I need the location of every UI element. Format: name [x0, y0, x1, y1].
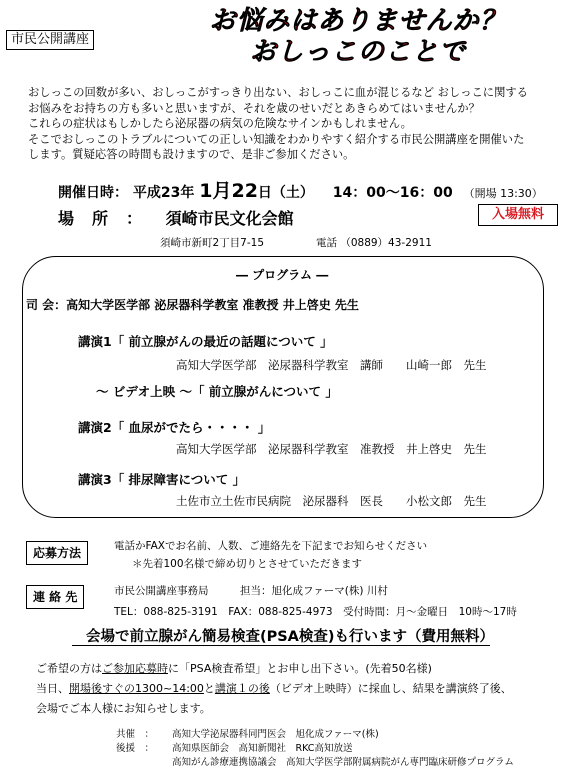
contact-tel-fax: TEL：088-825-3191 FAX：088-825-4973 受付時間：月～金曜日 10時～17時: [114, 606, 517, 618]
venue-address: 須崎市新町2丁目7-15: [160, 237, 265, 249]
apply-line-1: 電話かFAXでお名前、人数、ご連絡先を下記までお知らせください: [114, 540, 428, 552]
intro-line: これらの症状はもしかしたら泌尿器の病気の危険なサインかもしれません。: [28, 117, 412, 130]
underlined-text: 講演１の後: [214, 682, 270, 695]
lecture-1-title: 講演1「 前立腺がんの最近の話題について 」: [78, 334, 333, 349]
intro-line: します。質疑応答の時間も設けますので、是非ご参加ください。: [28, 148, 355, 161]
text-span: と: [203, 682, 215, 695]
contact-office: 市民公開講座事務局 担当：旭化成ファーマ(株) 川村: [114, 585, 388, 597]
lecture-2-speaker: 高知大学医学部 泌尿器科学教室 准教授 井上啓史 先生: [176, 442, 487, 456]
intro-line: おしっこの回数が多い、おしっこがすっきり出ない、おしっこに血が混じるなど おしっこに関する: [28, 86, 528, 99]
psa-exam-line-3: 会場でご本人様にお知らせします。: [36, 702, 211, 715]
month: 1月: [199, 180, 232, 202]
psa-exam-line-1: [36, 660, 432, 676]
apply-line-2: ＊先着100名様で締め切りとさせていただきます: [132, 558, 363, 570]
intro-line: お悩みをお持ちの方も多いと思いますが、それを歳のせいだとあきらめてはいませんか？: [28, 101, 480, 115]
support-label: 後援 ：: [116, 743, 155, 754]
program-heading: ― プログラム ―: [236, 268, 329, 282]
weekday: 日（土）: [257, 185, 314, 201]
intro-text: [28, 85, 558, 163]
psa-exam-line-2: [36, 680, 512, 696]
venue-phone: 電話 （0889）43-2911: [316, 237, 432, 249]
admission-free-badge: 入場無料: [478, 204, 558, 226]
lecture-3-speaker: 土佐市立土佐市民病院 泌尿器科 医長 小松文郎 先生: [176, 494, 487, 508]
host-organizations: 高知大学泌尿器科同門医会 旭化成ファーマ(株): [172, 729, 379, 740]
doors-open: （開場 13:30）: [463, 187, 543, 200]
headline-line-1: お悩みはありませんか？: [209, 6, 507, 36]
host-label: 共催 ：: [116, 729, 155, 740]
headline-line-2: おしっこのことで: [249, 37, 466, 67]
text-span: ご希望の方は: [36, 662, 102, 675]
venue-line: [58, 206, 294, 229]
video-screening: ～ ビデオ上映 ～「 前立腺がんについて 」: [96, 384, 338, 399]
era-year: 平成23年: [132, 185, 195, 201]
text-span: に「PSA検査希望」とお申し出下さい。(先着50名様): [168, 662, 432, 675]
lecture-1-speaker: 高知大学医学部 泌尿器科学教室 講師 山崎一郎 先生: [176, 358, 487, 372]
support-organizations-2: 高知がん診療連携協議会 高知大学医学部附属病院がん専門臨床研修プログラム: [172, 757, 514, 768]
event-time: 14：00～16：00: [332, 185, 453, 201]
event-datetime: [58, 176, 543, 203]
psa-exam-title: 会場で前立腺がん簡易検査(PSA検査)も行います（費用無料）: [85, 629, 495, 645]
text-span: 当日、: [36, 682, 69, 695]
venue-label: 場所：: [58, 209, 161, 228]
lecture-2-title: 講演2「 血尿がでたら・・・・ 」: [78, 420, 271, 435]
series-title: 市民公開講座: [6, 30, 94, 50]
apply-label: 応募方法: [26, 541, 88, 565]
psa-exam-underline: [72, 645, 490, 646]
text-span: （ビデオ上映時）に採血し、結果を講演終了後、: [269, 682, 512, 695]
day: 22: [231, 180, 258, 202]
support-organizations-1: 高知県医師会 高知新聞社 RKC高知放送: [172, 743, 353, 754]
lecture-3-title: 講演3「 排尿障害について 」: [78, 472, 246, 487]
venue-name: 須崎市民文化会館: [165, 209, 294, 228]
intro-line: そこでおしっこのトラブルについての正しい知識をわかりやすく紹介する市民公開講座を開催いた: [28, 132, 525, 146]
underlined-text: 開場後すぐの1300~14:00: [69, 682, 204, 695]
moderator: 司 会：高知大学医学部 泌尿器科学教室 准教授 井上啓史 先生: [26, 298, 359, 312]
underlined-text: ご参加応募時: [102, 662, 168, 675]
contact-label: 連 絡 先: [26, 585, 84, 609]
date-label: 開催日時：: [58, 185, 128, 201]
